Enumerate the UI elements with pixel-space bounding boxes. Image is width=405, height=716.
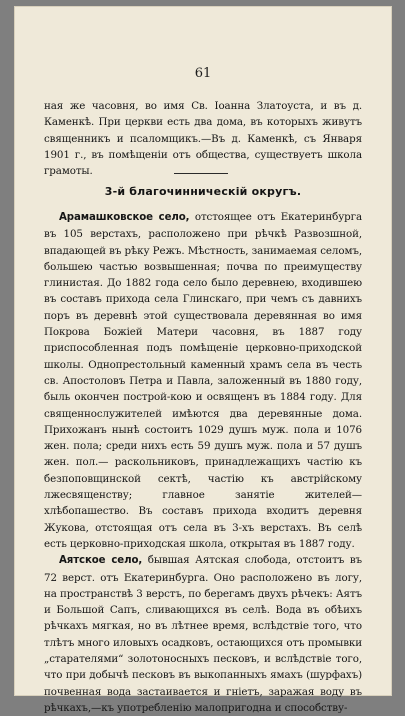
paragraph-text: отстоящее отъ Екатеринбурга въ 105 верстахъ, расположено при рѣчкѣ Развозшной, впадающей въ рѣку Режъ. Мѣстность, занимаемая селомъ, большею частью возвышенная; почва по преимуществу глинистая. До 1882 года село было деревнею, входившею въ составъ прихода села Глинскаго, при чемъ съ давнихъ поръ въ деревнѣ этой существовала деревянная во имя Покрова Божіей Матери часовня, въ 1887 году приспособленная подъ помѣщеніе церковно-приходской школы. Однопрестольный каменный храмъ села въ честь св. Апостоловъ Петра и Павла, заложенный въ 1880 году, быль окончен построй-кою и освященъ въ 1884 году. Для священнослужителей имѣются два деревянные дома. Прихожанъ нынѣ состоитъ 1029 душъ муж. пола и 1076 жен. пола; среди нихъ есть 59 душъ муж. пола и 57 душъ жен. пол.— раскольниковъ, принадлежащихъ частію къ безпоповщинской сектѣ, частію къ австрійскому лжесвященству; главное занятіе жителей—хлѣбопашество. Въ составъ прихода входитъ деревня Жукова, отстоящая отъ села въ 3-хъ верстахъ. Въ селѣ есть церковно-приходская школа, открытая въ 1887 году. xyxy=(44,211,362,550)
intro-paragraph: ная же часовня, во имя Св. Іоанна Златоуста, и въ д. Каменкѣ. При церкви есть два дома, въ которыхъ живутъ священникъ и псаломщикъ.—Въ д. Каменкѣ, съ Января 1901 г., въ помѣщеніи отъ общества, существуетъ школа грамоты. xyxy=(44,100,362,178)
section-divider xyxy=(174,173,228,174)
page-number: 61 xyxy=(194,66,212,81)
village-name: Аятское село, xyxy=(59,555,143,567)
paragraph-text: бывшая Аятская слобода, отстоитъ въ 72 верст. отъ Екатеринбурга. Оно расположено въ логу, на пространствѣ 3 верстъ, по берегамъ двухъ рѣчекъ: Аятъ и Большой Сапъ, сливающихся въ селѣ. Вода въ обѣихъ рѣчкахъ мягкая, но въ лѣтнее время, вслѣдствіе того, что тлѣтъ много иловыхъ осадковъ, остающихся отъ промывки „старателями“ золотоносныхъ песковъ, и вслѣдствіе того, что при добычѣ песковъ въ выкопанныхъ ямахъ (шурфахъ) почвенная вода застаивается и гніетъ, заражая воду въ рѣчкахъ,—къ употребленію малопригодна и способству- xyxy=(44,554,362,714)
main-text xyxy=(44,209,362,716)
book-page xyxy=(14,6,392,714)
paragraph-ayatskoe xyxy=(44,552,362,716)
village-name: Арамашковское село, xyxy=(59,212,190,223)
section-heading: 3-й благочинническій округъ. xyxy=(104,185,302,198)
paragraph-aramashkovskoe xyxy=(44,209,362,552)
